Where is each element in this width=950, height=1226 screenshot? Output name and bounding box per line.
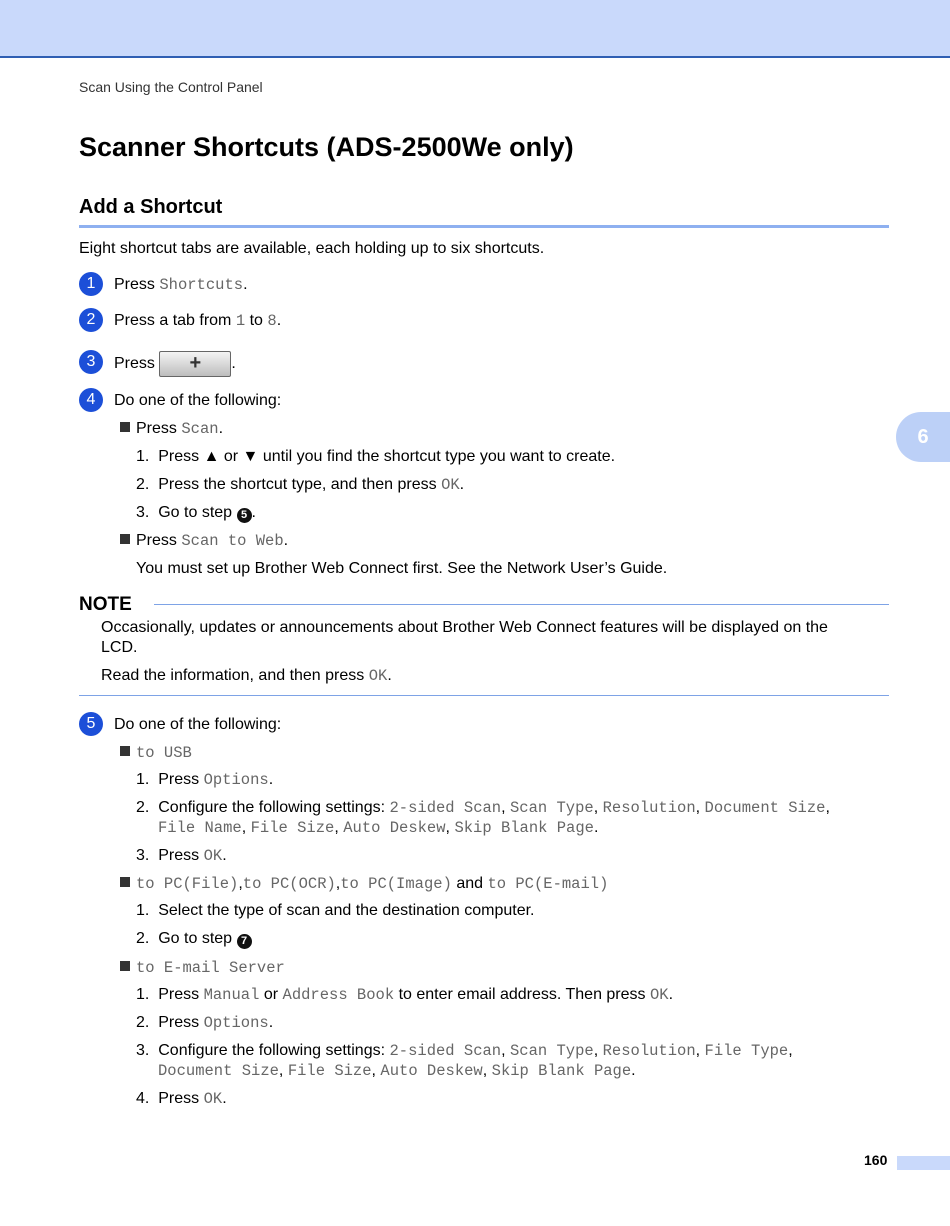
item-number: 2.	[136, 930, 150, 947]
code-setting: 2-sided Scan	[389, 1042, 502, 1060]
pc-item-2	[136, 930, 252, 949]
code-ok: OK	[203, 1090, 223, 1108]
item-text: Configure the following settings:	[158, 1042, 390, 1059]
chapter-tab: 6	[896, 412, 950, 462]
section-rule	[79, 225, 889, 228]
code-setting: Scan Type	[510, 799, 594, 817]
step-1-text: Press	[114, 276, 160, 293]
item-or: or	[219, 448, 243, 465]
usb-item-2: 2. Configure the following settings: 2-sided Scan, Scan Type, Resolution, Document Size,	[136, 799, 830, 817]
item-text: Go to step	[158, 504, 237, 521]
item-text: Press	[158, 448, 204, 465]
down-arrow-icon: ▼	[242, 448, 259, 465]
code-scan-to-web: Scan to Web	[181, 532, 284, 550]
item-text: Press the shortcut type, and then press	[158, 476, 442, 493]
code-ok: OK	[441, 476, 460, 494]
item-number: 4.	[136, 1090, 150, 1107]
or-text: or	[259, 986, 283, 1003]
step-number-5: 5	[79, 712, 103, 736]
email-item-3-cont: Document Size, File Size, Auto Deskew, Skip Blank Page.	[158, 1062, 636, 1080]
item-text: Select the type of scan and the destination computer.	[158, 902, 535, 919]
code-setting: Auto Deskew	[380, 1062, 483, 1080]
step-2	[114, 312, 281, 330]
bullet-square-icon	[120, 877, 130, 887]
email-item-3: 3. Configure the following settings: 2-sided Scan, Scan Type, Resolution, File Type,	[136, 1042, 793, 1060]
usb-item-3	[136, 847, 227, 865]
code-setting: Skip Blank Page	[454, 819, 594, 837]
usb-item-2-cont: File Name, File Size, Auto Deskew, Skip Blank Page.	[158, 819, 599, 837]
item-number: 2.	[136, 1014, 150, 1031]
item-number: 3.	[136, 847, 150, 864]
web-connect-note: You must set up Brother Web Connect first. See the Network User’s Guide.	[136, 560, 668, 577]
item-text: Press	[158, 847, 204, 864]
step-4-bullet-scan	[120, 420, 223, 438]
code-setting: 2-sided Scan	[389, 799, 502, 817]
code-setting: File Size	[287, 1062, 372, 1080]
email-item-2	[136, 1014, 273, 1032]
item-text: Go to step	[158, 930, 237, 947]
code-tab-8: 8	[267, 312, 277, 330]
item-end: .	[459, 476, 465, 493]
bullet-scan-end: .	[218, 420, 224, 437]
item-end: .	[268, 771, 274, 788]
step-1	[114, 276, 248, 294]
code-setting: Resolution	[602, 799, 696, 817]
step-2-end: .	[276, 312, 282, 329]
email-item-4	[136, 1090, 227, 1108]
code-to-usb: to USB	[136, 744, 192, 762]
bullet-web-end: .	[283, 532, 289, 549]
code-ok: OK	[203, 847, 223, 865]
up-arrow-icon: ▲	[203, 448, 220, 465]
step-2-text: Press a tab from	[114, 312, 236, 329]
bullet-square-icon	[120, 746, 130, 756]
code-options: Options	[203, 771, 269, 789]
note-title: NOTE	[79, 594, 132, 615]
item-number: 1.	[136, 986, 150, 1003]
code-setting: Scan Type	[510, 1042, 594, 1060]
item-end: .	[251, 504, 256, 521]
bullet-scan-text: Press	[136, 420, 182, 437]
page-title: Scanner Shortcuts (ADS-2500We only)	[79, 132, 574, 162]
code-to-email-server: to E-mail Server	[136, 959, 285, 977]
plus-button-icon: +	[159, 351, 231, 377]
note-end: .	[387, 667, 392, 684]
bullet-to-email-server	[120, 959, 285, 977]
pc-item-1	[136, 902, 534, 920]
item-text: Press	[158, 771, 204, 788]
item-end: .	[268, 1014, 274, 1031]
email-item-1	[136, 986, 673, 1004]
running-header: Scan Using the Control Panel	[79, 79, 263, 95]
code-setting: Skip Blank Page	[491, 1062, 632, 1080]
page-number-bar	[897, 1156, 950, 1170]
scan-item-1	[136, 448, 615, 466]
bullet-square-icon	[120, 961, 130, 971]
step-4-text: Do one of the following:	[114, 392, 282, 409]
scan-item-3	[136, 504, 256, 523]
note-text: Read the information, and then press	[101, 667, 369, 684]
code-to-pc-ocr: to PC(OCR)	[242, 875, 336, 893]
and-text: and	[451, 875, 488, 892]
code-setting: Auto Deskew	[343, 819, 446, 837]
step-3	[114, 351, 236, 377]
code-manual: Manual	[203, 986, 260, 1004]
item-number: 3.	[136, 504, 150, 521]
code-ok: OK	[368, 667, 388, 685]
code-setting: File Type	[704, 1042, 789, 1060]
bullet-to-usb	[120, 744, 192, 762]
page-number: 160	[864, 1152, 888, 1168]
item-end: .	[222, 847, 227, 864]
step-ref-5-icon: 5	[237, 508, 252, 523]
bullet-square-icon	[120, 422, 130, 432]
section-title: Add a Shortcut	[79, 196, 223, 218]
item-end: .	[631, 1062, 636, 1079]
step-3-text: Press	[114, 355, 160, 373]
step-4-bullet-scan-to-web	[120, 532, 288, 550]
note-top-rule	[154, 604, 889, 605]
code-options: Options	[203, 1014, 269, 1032]
item-end: .	[222, 1090, 227, 1107]
bullet-square-icon	[120, 534, 130, 544]
code-setting: Document Size	[704, 799, 826, 817]
item-text: Press	[158, 1090, 204, 1107]
code-shortcuts: Shortcuts	[159, 276, 244, 294]
step-number-3: 3	[79, 350, 103, 374]
item-number: 2.	[136, 799, 150, 816]
item-text: Configure the following settings:	[158, 799, 390, 816]
code-scan: Scan	[181, 420, 219, 438]
item-text: Press	[158, 1014, 204, 1031]
step-number-2: 2	[79, 308, 103, 332]
code-setting: Document Size	[158, 1062, 279, 1080]
step-1-end: .	[243, 276, 248, 293]
code-setting: File Name	[158, 819, 242, 837]
item-end: .	[593, 819, 599, 836]
item-number: 1.	[136, 448, 150, 465]
code-ok: OK	[649, 986, 669, 1004]
step-5-text: Do one of the following:	[114, 716, 282, 733]
item-text: Press	[158, 986, 204, 1003]
code-to-pc-email: to PC(E-mail)	[487, 875, 609, 893]
intro-text: Eight shortcut tabs are available, each holding up to six shortcuts.	[79, 240, 545, 257]
code-setting: Resolution	[602, 1042, 696, 1060]
code-tab-1: 1	[235, 312, 246, 330]
scan-item-2	[136, 476, 464, 494]
item-number: 1.	[136, 902, 150, 919]
bullet-web-text: Press	[136, 532, 182, 549]
step-number-4: 4	[79, 388, 103, 412]
item-number: 2.	[136, 476, 150, 493]
code-setting: File Size	[250, 819, 335, 837]
code-to-pc-file: to PC(File)	[136, 875, 239, 893]
item-text-rest: to enter email address. Then press	[394, 986, 650, 1003]
note-line-3	[101, 667, 392, 685]
step-2-mid: to	[245, 312, 268, 329]
note-bottom-rule	[79, 695, 889, 696]
note-line-1: Occasionally, updates or announcements about Brother Web Connect features will be displayed on the	[101, 619, 828, 636]
step-ref-7-icon: 7	[237, 934, 252, 949]
step-number-1: 1	[79, 272, 103, 296]
step-3-end: .	[231, 355, 236, 373]
item-end: .	[668, 986, 674, 1003]
code-to-pc-image: to PC(Image)	[340, 875, 452, 893]
top-header-band	[0, 0, 950, 58]
bullet-to-pc: to PC(File),to PC(OCR),to PC(Image) and to PC(E-mail)	[120, 875, 608, 893]
usb-item-1	[136, 771, 273, 789]
code-address-book: Address Book	[282, 986, 395, 1004]
note-line-2: LCD.	[101, 639, 138, 656]
item-text-rest: until you find the shortcut type you want to create.	[258, 448, 616, 465]
item-number: 3.	[136, 1042, 150, 1059]
item-number: 1.	[136, 771, 150, 788]
